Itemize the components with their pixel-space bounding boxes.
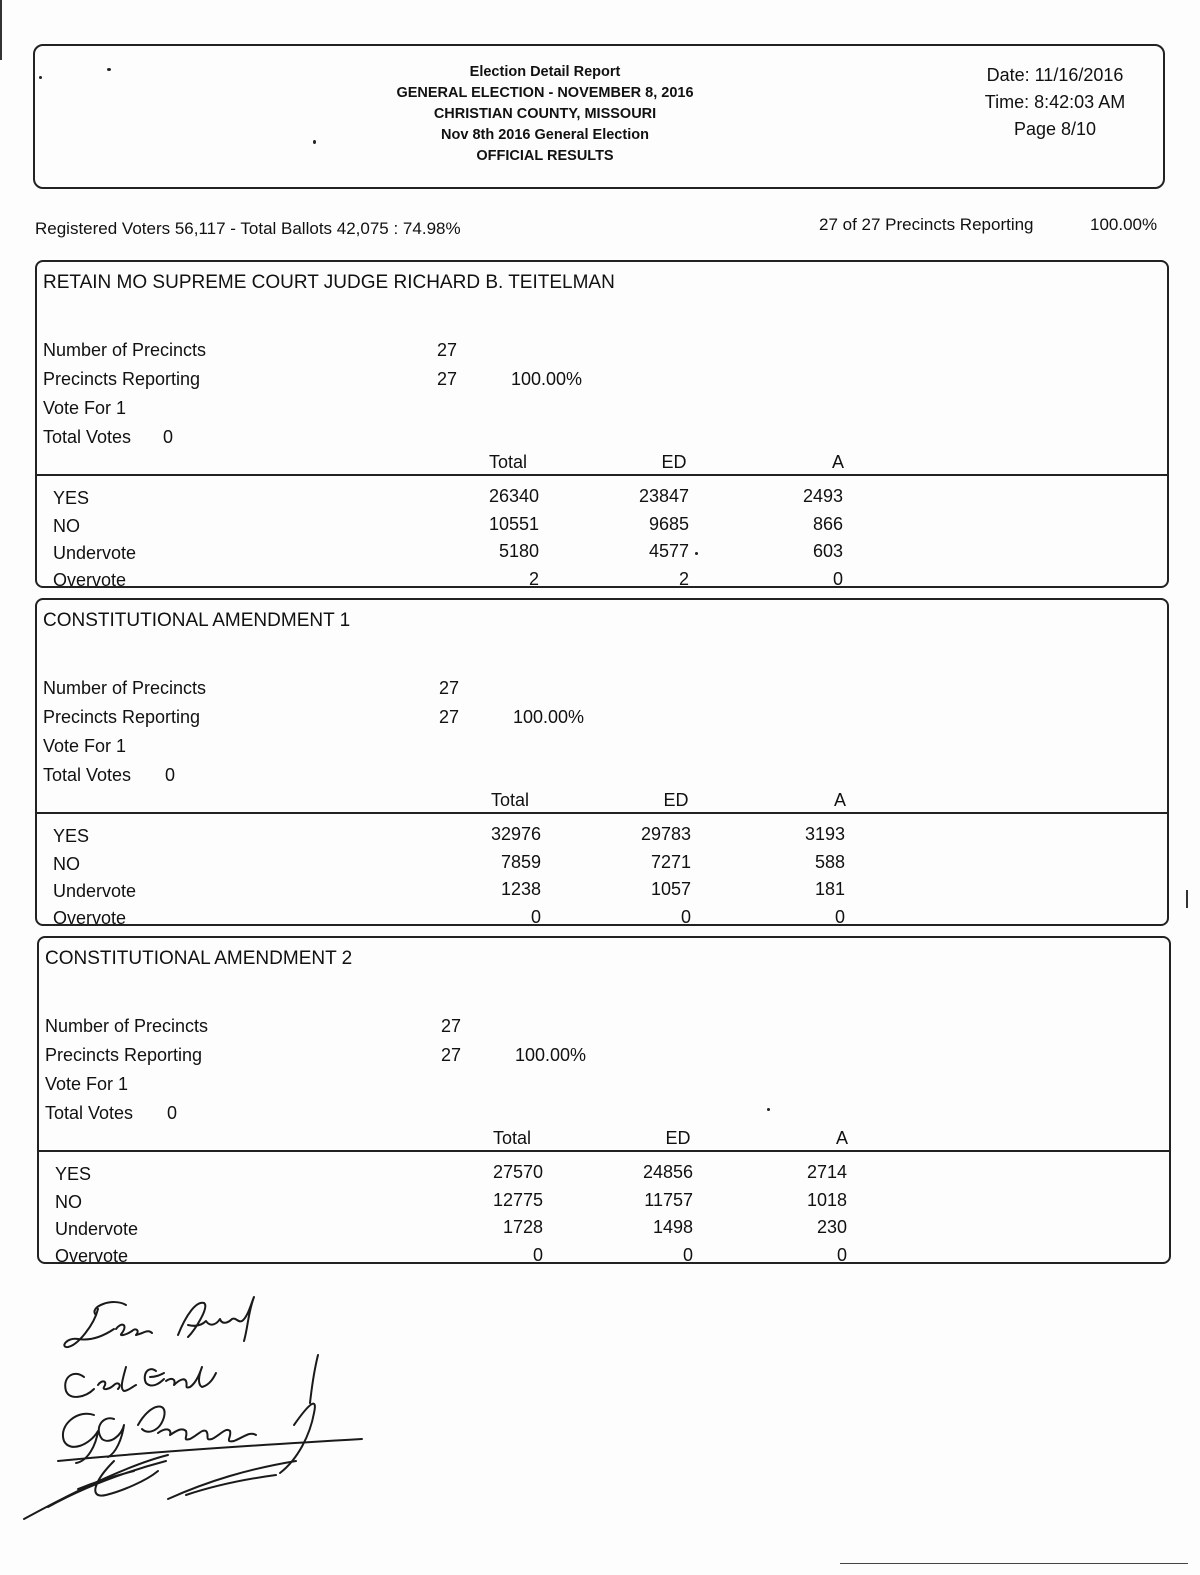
report-header [33, 44, 1165, 189]
precincts-reporting-value: 27 [441, 1045, 462, 1065]
result-ed: 7271 [650, 852, 691, 872]
result-total: 12775 [492, 1190, 543, 1210]
precincts-reporting-label: Precincts Reporting [43, 369, 201, 389]
result-a: 2493 [802, 486, 843, 506]
contest-section [37, 936, 1171, 1264]
result-a: 603 [812, 541, 843, 561]
scan-speck [107, 68, 111, 71]
result-label: Overvote [53, 908, 127, 928]
precincts-reporting-label: Precincts Reporting [43, 707, 201, 727]
total-votes-value: 0 [165, 765, 176, 785]
column-header-total: Total [492, 1128, 532, 1148]
precincts-reporting-percent: 100.00% [515, 1045, 587, 1065]
column-header-a: A [831, 452, 844, 472]
results-status: OFFICIAL RESULTS [476, 148, 614, 164]
precincts-reporting-label: Precincts Reporting [45, 1045, 203, 1065]
result-total: 1238 [500, 879, 541, 899]
precincts-reporting-percent: 100.00% [513, 707, 585, 727]
scan-speck [313, 140, 316, 144]
registered-voters-summary: Registered Voters 56,117 - Total Ballots 42,075 : 74.98% [35, 219, 461, 238]
column-header-ed: ED [665, 1128, 691, 1148]
result-total: 27570 [492, 1162, 543, 1182]
number-of-precincts-label: Number of Precincts [43, 340, 207, 360]
result-a: 866 [812, 514, 843, 534]
scan-edge-mark [0, 0, 2, 60]
contest-title: RETAIN MO SUPREME COURT JUDGE RICHARD B. TEITELMAN [43, 272, 615, 293]
column-header-ed: ED [661, 452, 687, 472]
result-label: YES [53, 826, 90, 846]
report-meta [955, 62, 1155, 143]
column-header-a: A [835, 1128, 848, 1148]
result-a: 0 [832, 569, 843, 589]
result-ed: 1057 [650, 879, 691, 899]
result-ed: 9685 [648, 514, 689, 534]
county-name: CHRISTIAN COUNTY, MISSOURI [433, 106, 657, 122]
column-header-a: A [833, 790, 846, 810]
column-header-total: Total [488, 452, 528, 472]
scan-edge-mark [1186, 890, 1188, 908]
result-total: 0 [530, 907, 541, 927]
result-total: 10551 [488, 514, 539, 534]
result-total: 5180 [498, 541, 539, 561]
result-a: 0 [834, 907, 845, 927]
result-ed: 29783 [640, 824, 691, 844]
vote-for-label: Vote For 1 [43, 398, 127, 418]
precincts-reporting-value: 27 [437, 369, 458, 389]
contest-title: CONSTITUTIONAL AMENDMENT 1 [43, 610, 351, 631]
result-ed: 1498 [652, 1217, 693, 1237]
precincts-reporting-value: 27 [439, 707, 460, 727]
scan-speck [39, 76, 42, 79]
precincts-reporting-summary: 27 of 27 Precincts Reporting [819, 215, 1034, 234]
result-label: NO [53, 854, 80, 874]
table-divider [37, 812, 1167, 814]
total-votes-label: Total Votes [43, 765, 132, 785]
election-name: GENERAL ELECTION - NOVEMBER 8, 2016 [396, 85, 694, 101]
contest-section [35, 598, 1169, 926]
result-label: Undervote [55, 1219, 139, 1239]
number-of-precincts-value: 27 [439, 678, 460, 698]
result-total: 32976 [490, 824, 541, 844]
number-of-precincts-label: Number of Precincts [43, 678, 207, 698]
column-header-total: Total [490, 790, 530, 810]
report-time: Time: 8:42:03 AM [984, 92, 1126, 112]
number-of-precincts-value: 27 [437, 340, 458, 360]
result-ed: 4577 [648, 541, 689, 561]
precincts-reporting-percent: 100.00% [1090, 215, 1158, 234]
result-a: 181 [814, 879, 845, 899]
result-a: 2714 [806, 1162, 847, 1182]
result-ed: 0 [680, 907, 691, 927]
election-subtitle: Nov 8th 2016 General Election [441, 127, 649, 143]
bottom-rule [840, 1563, 1188, 1564]
result-label: NO [53, 516, 80, 536]
report-title: Election Detail Report [469, 64, 621, 80]
precincts-reporting-percent: 100.00% [511, 369, 583, 389]
vote-for-label: Vote For 1 [45, 1074, 129, 1094]
result-label: Undervote [53, 543, 137, 563]
table-divider [37, 474, 1167, 476]
total-votes-value: 0 [167, 1103, 178, 1123]
total-votes-label: Total Votes [45, 1103, 134, 1123]
scan-speck [767, 1108, 770, 1111]
total-votes-label: Total Votes [43, 427, 132, 447]
page-number: Page 8/10 [1013, 119, 1097, 139]
result-label: Undervote [53, 881, 137, 901]
result-a: 230 [816, 1217, 847, 1237]
result-a: 3193 [804, 824, 845, 844]
contest-section [35, 260, 1169, 588]
scan-speck [695, 552, 698, 555]
result-ed: 23847 [638, 486, 689, 506]
result-ed: 2 [678, 569, 689, 589]
column-header-ed: ED [663, 790, 689, 810]
result-total: 26340 [488, 486, 539, 506]
result-a: 588 [814, 852, 845, 872]
report-date: Date: 11/16/2016 [986, 65, 1124, 85]
result-ed: 0 [682, 1245, 693, 1265]
result-label: Overvote [53, 570, 127, 590]
result-label: YES [53, 488, 90, 508]
number-of-precincts-label: Number of Precincts [45, 1016, 209, 1036]
result-total: 2 [528, 569, 539, 589]
handwritten-signatures [18, 1285, 378, 1525]
vote-for-label: Vote For 1 [43, 736, 127, 756]
result-total: 7859 [500, 852, 541, 872]
result-ed: 24856 [642, 1162, 693, 1182]
table-divider [39, 1150, 1169, 1152]
result-label: YES [55, 1164, 92, 1184]
result-total: 1728 [502, 1217, 543, 1237]
result-total: 0 [532, 1245, 543, 1265]
total-votes-value: 0 [163, 427, 174, 447]
result-ed: 11757 [644, 1190, 693, 1210]
result-label: NO [55, 1192, 82, 1212]
result-label: Overvote [55, 1246, 129, 1266]
report-title-block [335, 62, 755, 167]
result-a: 1018 [806, 1190, 847, 1210]
contest-title: CONSTITUTIONAL AMENDMENT 2 [45, 948, 353, 969]
number-of-precincts-value: 27 [441, 1016, 462, 1036]
result-a: 0 [836, 1245, 847, 1265]
